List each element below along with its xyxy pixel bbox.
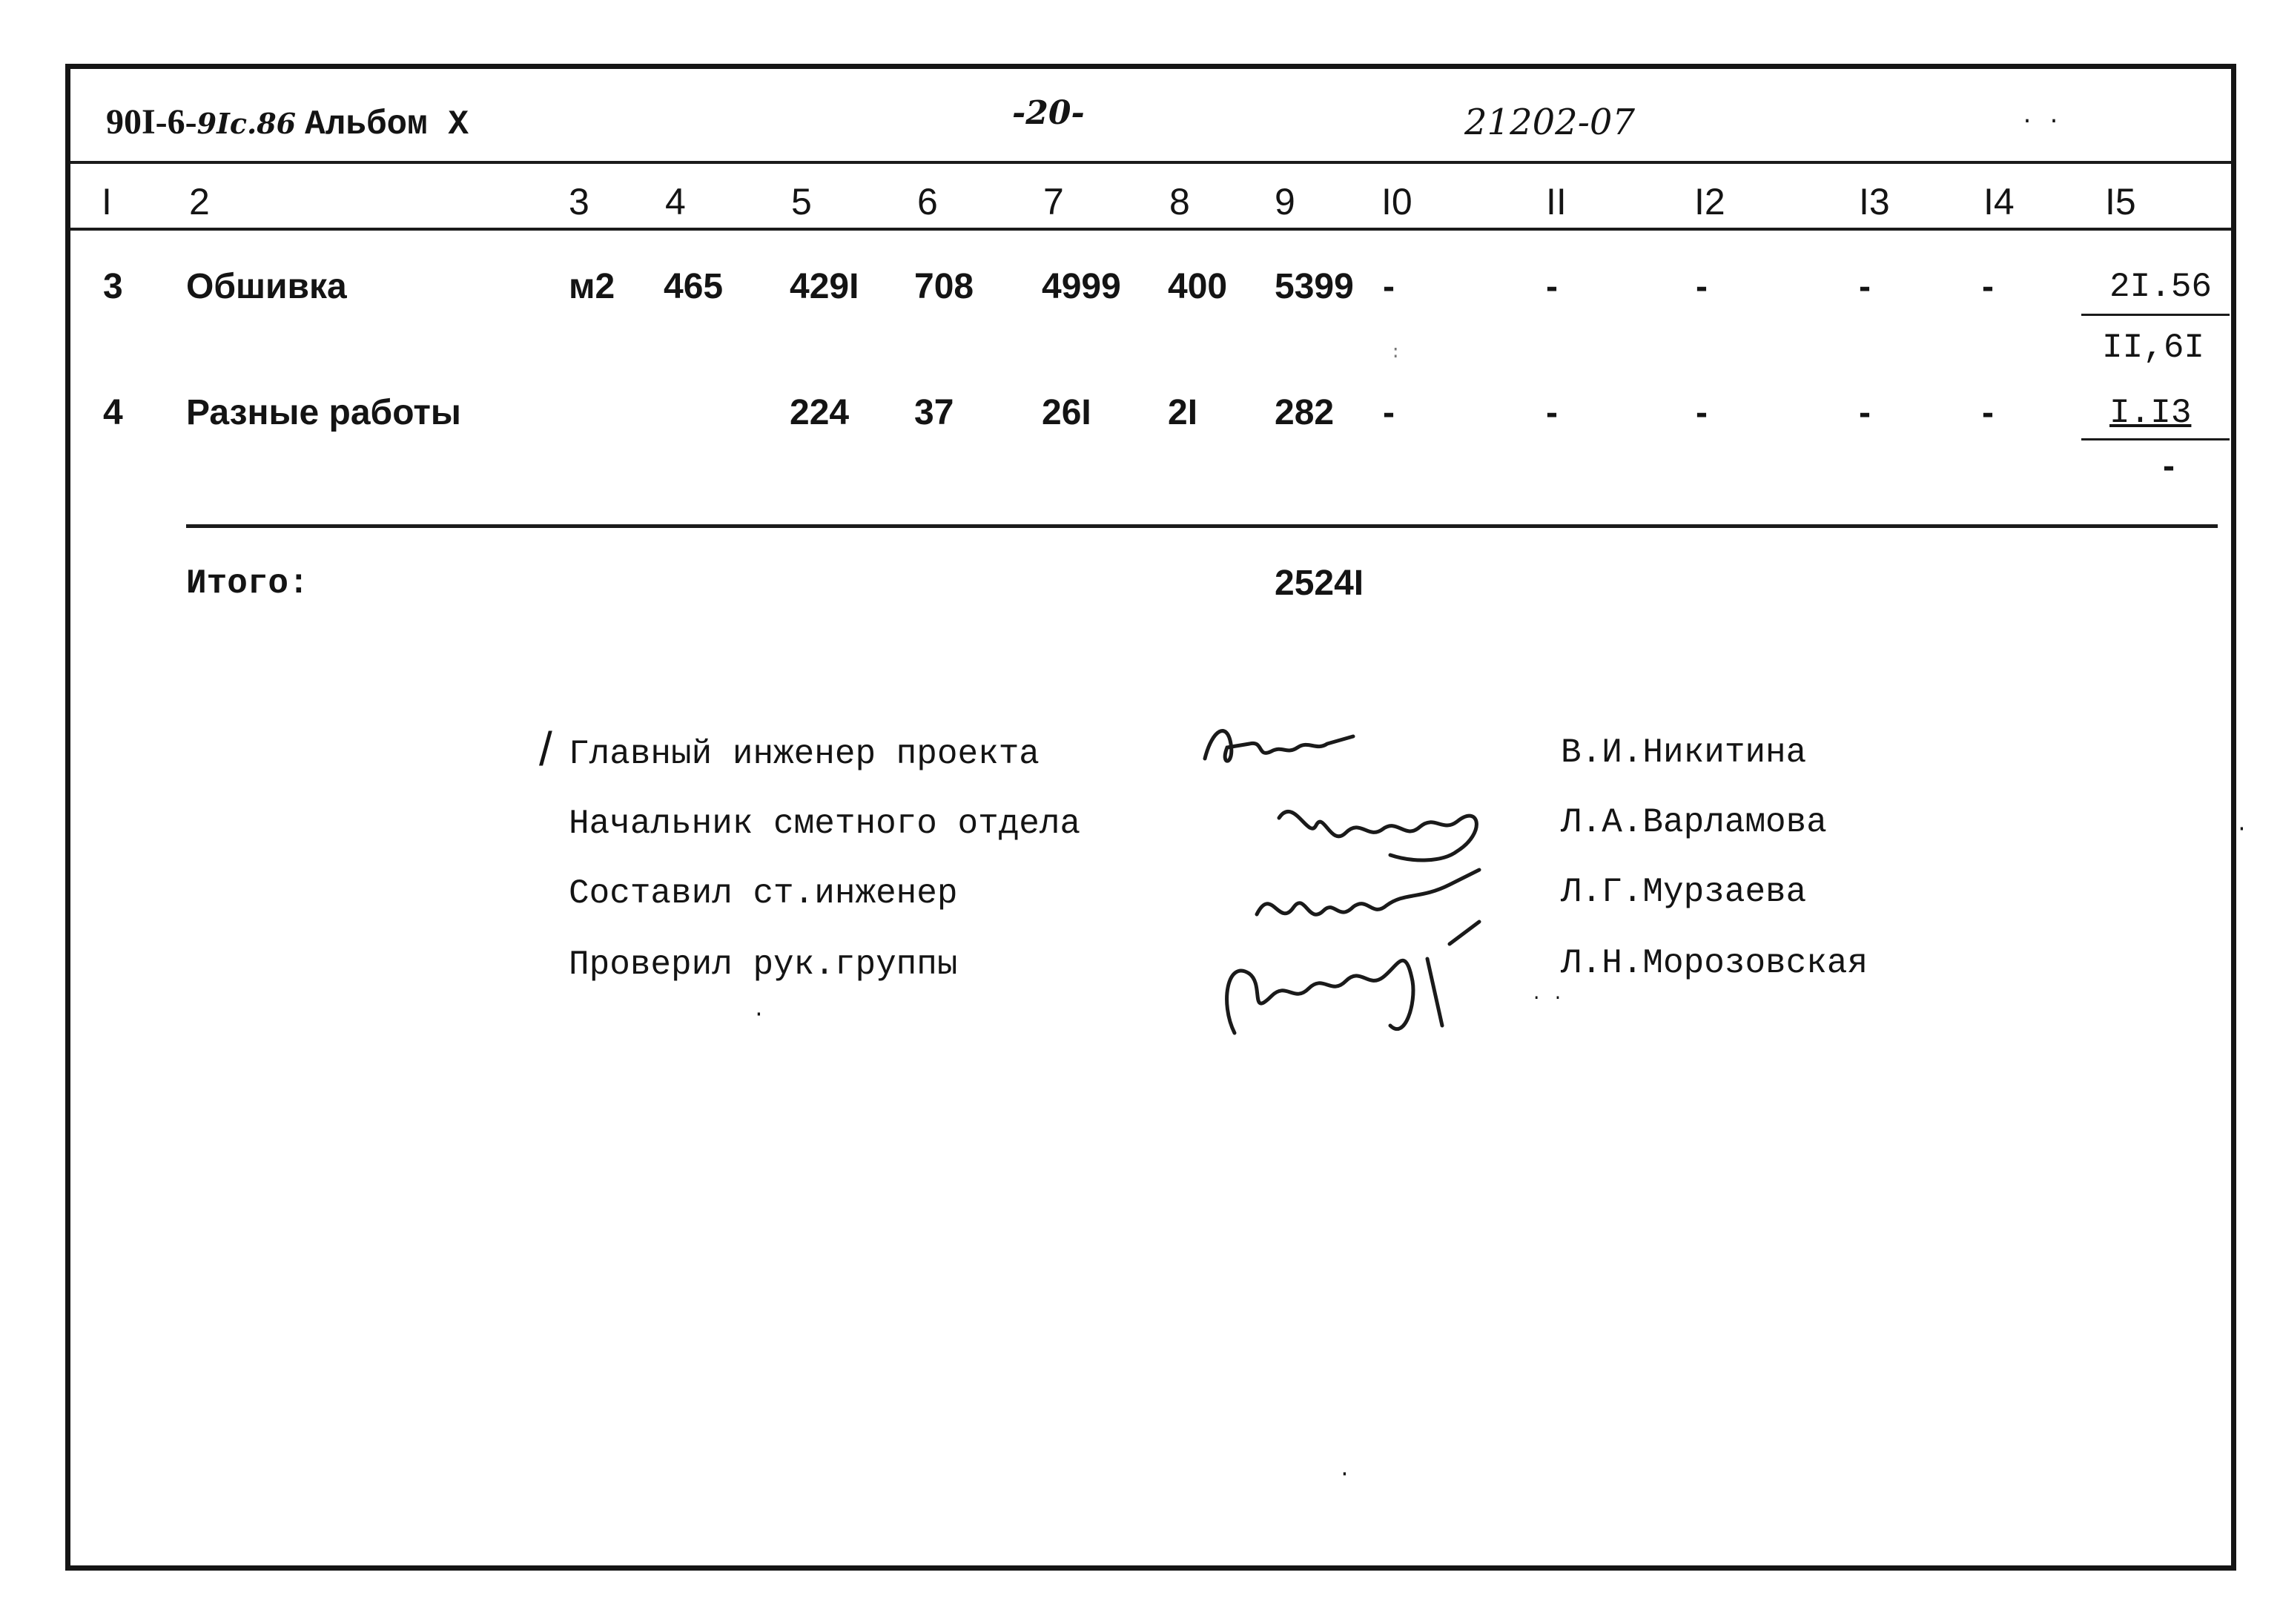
page-number: -20- [1012, 94, 1085, 132]
col-header-1: I [102, 181, 112, 222]
speck: · [2236, 818, 2248, 841]
col-header-8: 8 [1169, 181, 1190, 222]
row-c15-bottom: - [2163, 446, 2175, 486]
col-header-2: 2 [189, 181, 210, 222]
row-c14: - [1982, 267, 1994, 306]
row-c9: 5399 [1275, 267, 1354, 306]
col-header-12: I2 [1694, 181, 1725, 222]
signature-role: Составил ст.инженер [569, 874, 958, 913]
fraction-rule [2081, 438, 2230, 440]
col-header-4: 4 [665, 181, 686, 222]
row-number: 3 [103, 267, 123, 306]
total-rule [186, 524, 2218, 528]
col-header-5: 5 [791, 181, 812, 222]
row-c14: - [1982, 393, 1994, 432]
total-label: Итого: [186, 564, 309, 603]
speck: · [753, 1003, 765, 1026]
row-name: Разные работы [186, 393, 461, 432]
signature-name: Л.Н.Морозовская [1561, 944, 1868, 983]
row-c7: 26I [1042, 393, 1091, 432]
column-header-rule [70, 228, 2231, 231]
row-c8: 2I [1168, 393, 1198, 432]
col-header-7: 7 [1043, 181, 1064, 222]
row-c7: 4999 [1042, 267, 1121, 306]
total-value: 2524I [1275, 564, 1364, 603]
document-sheet [65, 64, 2248, 1571]
col-header-10: I0 [1381, 181, 1412, 222]
row-c13: - [1859, 393, 1871, 432]
handwritten-signature [1197, 714, 1375, 781]
row-c15-bottom: II,6I [2102, 329, 2205, 367]
row-c6: 37 [914, 393, 954, 432]
row-c15-top: 2I.56 [2109, 268, 2213, 306]
row-c10: - [1383, 393, 1395, 432]
signature-name: В.И.Никитина [1561, 733, 1807, 772]
row-c15-top: I.I3 [2109, 394, 2192, 432]
signature-role: Главный инженер проекта [569, 735, 1040, 773]
album-label: Альбом X [305, 105, 469, 144]
doc-code [106, 102, 469, 144]
row-name: Обшивка [186, 267, 347, 306]
row-c12: - [1696, 393, 1708, 432]
row-c10: - [1383, 267, 1395, 306]
col-header-9: 9 [1275, 181, 1295, 222]
row-unit: м2 [569, 267, 615, 306]
project-number: 21202-07 [1464, 102, 1635, 143]
doc-code-prefix: 90I-6- [106, 102, 197, 142]
speck: : [1390, 343, 1401, 363]
speck: · · [1531, 988, 1564, 1009]
row-c6: 708 [914, 267, 974, 306]
row-c9: 282 [1275, 393, 1335, 432]
signature-name: Л.Г.Мурзаева [1561, 873, 1807, 911]
row-c11: - [1546, 393, 1558, 432]
col-header-13: I3 [1859, 181, 1890, 222]
handwritten-signature [1205, 914, 1501, 1055]
row-c11: - [1546, 267, 1558, 306]
fraction-rule [2081, 314, 2230, 316]
col-header-14: I4 [1983, 181, 2015, 222]
row-c13: - [1859, 267, 1871, 306]
col-header-15: I5 [2105, 181, 2136, 222]
col-header-6: 6 [917, 181, 938, 222]
row-c5: 429I [790, 267, 859, 306]
signature-role: Начальник сметного отдела [569, 805, 1081, 843]
signature-role: Проверил рук.группы [569, 945, 958, 984]
speck: · [1338, 1463, 1351, 1486]
row-c5: 224 [790, 393, 850, 432]
col-header-3: 3 [569, 181, 589, 222]
header-dots: · · [2020, 109, 2061, 134]
row-c4: 465 [664, 267, 724, 306]
col-header-11: II [1546, 181, 1567, 222]
signature-name: Л.А.Варламова [1561, 803, 1827, 842]
row-c12: - [1696, 267, 1708, 306]
slash-mark: / [539, 722, 552, 776]
header-rule [70, 161, 2231, 164]
row-number: 4 [103, 393, 123, 432]
doc-code-hand: 9Ic.86 [196, 107, 297, 140]
row-c8: 400 [1168, 267, 1228, 306]
